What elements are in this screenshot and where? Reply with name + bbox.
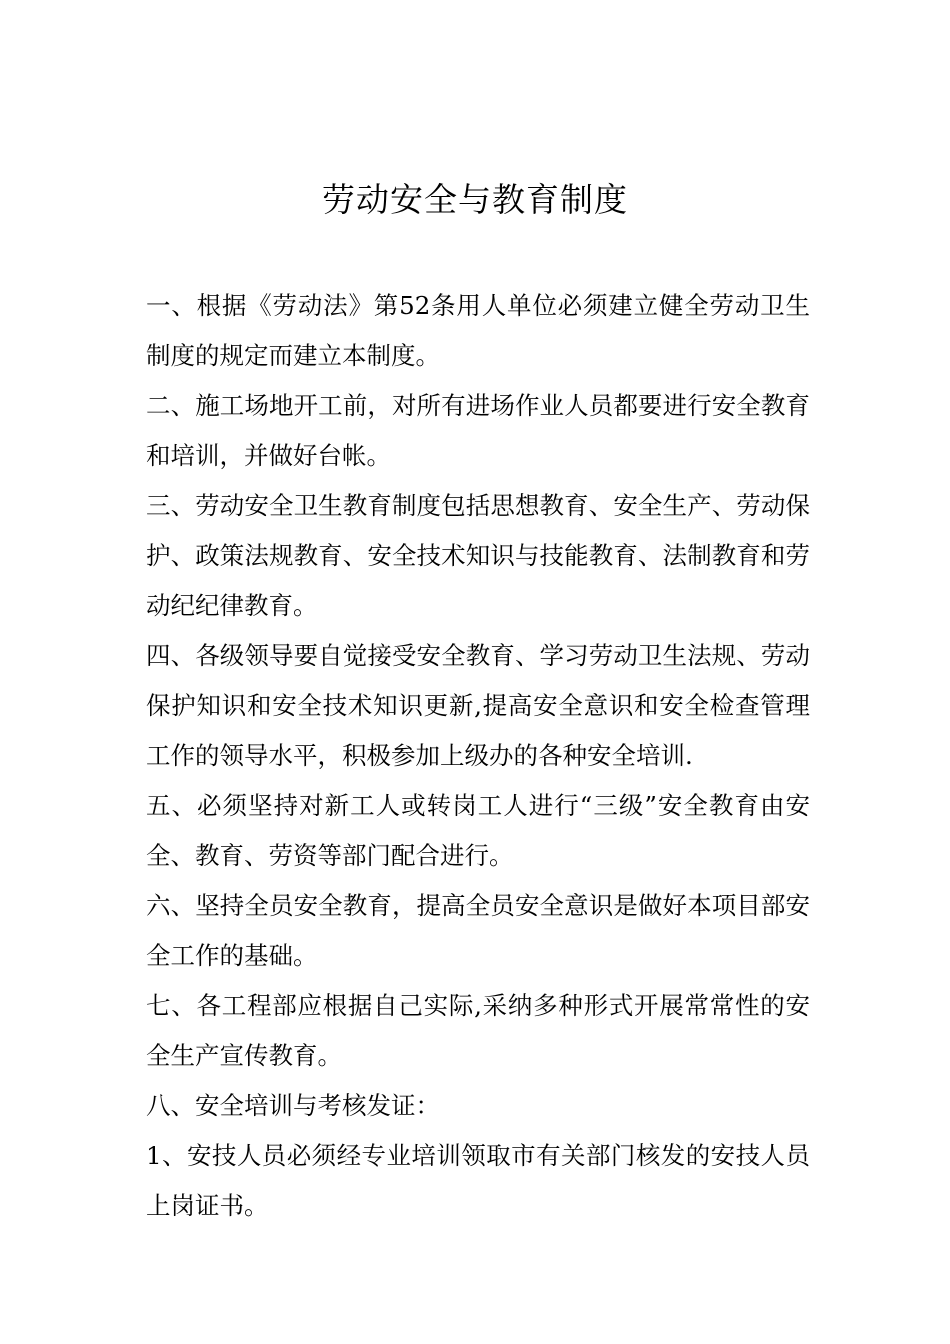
- paragraph-7: 七、各工程部应根据自己实际,采纳多种形式开展常常性的安全生产宣传教育。: [146, 991, 810, 1070]
- paragraph-4: 四、各级领导要自觉接受安全教育、学习劳动卫生法规、劳动保护知识和安全技术知识更新,提高安全意识和安全检查管理工作的领导水平，积极参加上级办的各种安全培训.: [146, 641, 810, 770]
- paragraph-2: 二、施工场地开工前，对所有进场作业人员都要进行安全教育和培训，并做好台帐。: [146, 391, 810, 470]
- paragraph-5: 五、必须坚持对新工人或转岗工人进行“三级”安全教育由安全、教育、劳资等部门配合进行。: [146, 791, 810, 870]
- paragraph-8: 八、安全培训与考核发证：: [146, 1091, 440, 1120]
- paragraph-1: 一、根据《劳动法》第52条用人单位必须建立健全劳动卫生制度的规定而建立本制度。: [146, 291, 810, 370]
- document-body: [146, 281, 810, 1231]
- document-title: 劳动安全与教育制度: [322, 180, 628, 219]
- paragraph-9: 1、安技人员必须经专业培训领取市有关部门核发的安技人员上岗证书。: [146, 1141, 810, 1220]
- paragraph-3: 三、劳动安全卫生教育制度包括思想教育、安全生产、劳动保护、政策法规教育、安全技术知识与技能教育、法制教育和劳动纪纪律教育。: [146, 491, 810, 620]
- paragraph-6: 六、坚持全员安全教育，提高全员安全意识是做好本项目部安全工作的基础。: [146, 891, 810, 970]
